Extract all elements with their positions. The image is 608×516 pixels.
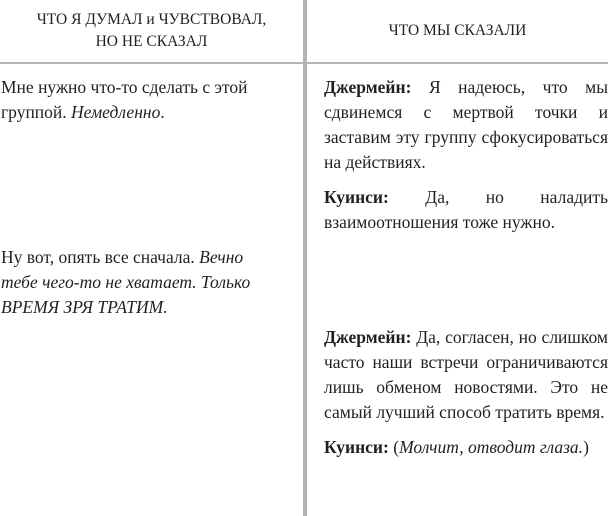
thought-tail: . [160,102,165,122]
header-thought-line1: ЧТО Я ДУМАЛ и ЧУВСТВОВАЛ, [36,11,267,28]
speaker-name: Джермейн: [324,327,412,347]
header-rule-right [307,62,608,64]
speaker-name: Джермейн: [324,77,412,97]
header-thought-line2: НО НЕ СКАЗАЛ [95,33,208,50]
thought-italic: Немедленно [71,102,161,122]
thought-italic: Вечно тебе чего-то не хватает. Только ВРЕМЯ ЗРЯ ТРАТИМ. [1,247,251,317]
dialogue-block-2 [324,325,608,470]
speaker-name: Куинси: [324,187,389,207]
thought-entry-2 [1,245,283,320]
dialogue-line [324,325,608,425]
paren-open: ( [388,437,400,457]
dialogue-block-1 [324,75,608,245]
dialogue-line [324,185,608,235]
thought-entry-1 [1,75,293,125]
thought-text: Ну вот, опять все сначала. [1,247,200,267]
header-thought [0,0,303,62]
dialogue-text: Да, согласен, но слишком часто наши встречи ограничиваются лишь обменом новостями. Это не самый лучший способ тратить время. [324,327,608,422]
dialogue-text: Я надеюсь, что мы сдвинемся с мертвой точки и заставим эту группу сфокусироваться на действиях. [324,77,608,172]
column-divider [303,0,307,516]
paren-close: ) [583,437,589,457]
thought-text: Мне нужно что-то сделать с этой группой. [1,77,248,122]
dialogue-text: Да, но наладить взаимоотношения тоже нужно. [324,187,608,232]
dialogue-line [324,75,608,175]
speaker-name: Куинси: [324,437,389,457]
dialogue-line [324,435,608,460]
header-rule-left [0,62,303,64]
header-said: ЧТО МЫ СКАЗАЛИ [388,22,527,39]
stage-direction: Молчит, отводит глаза. [399,437,584,457]
